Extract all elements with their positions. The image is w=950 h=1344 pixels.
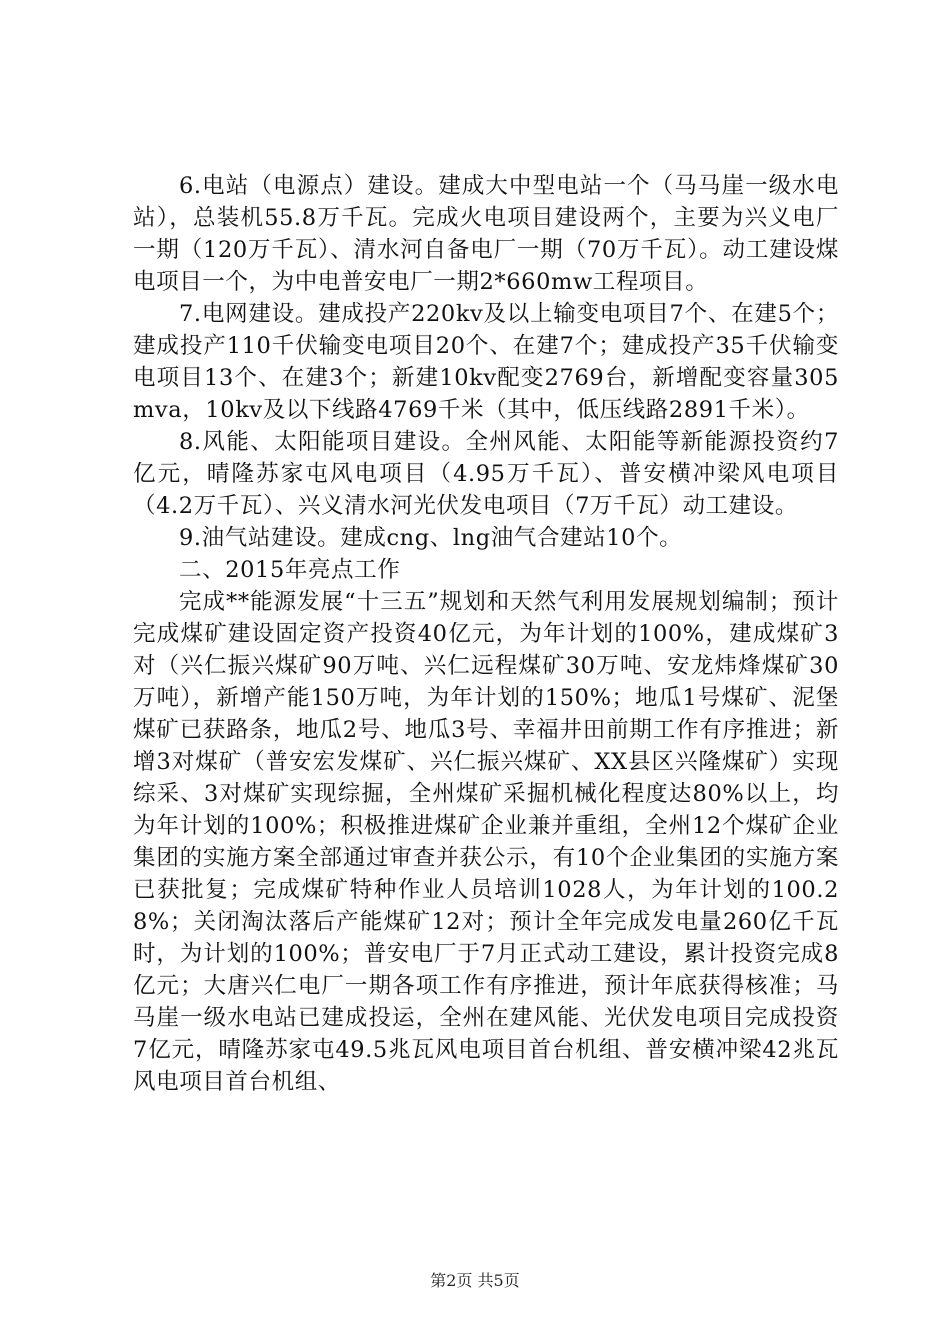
section-heading-highlights: 二、2015年亮点工作 <box>179 557 401 583</box>
page-footer: 第2页 共5页 <box>430 1271 520 1290</box>
document-body <box>133 170 839 1098</box>
paragraph-gas-station: 9.油气站建设。建成cng、lng油气合建站10个。 <box>179 525 683 551</box>
paragraph-power-station: 6.电站（电源点）建设。建成大中型电站一个（马马崖一级水电站），总装机55.8万千瓦。完成火电项目建设两个，主要为兴义电厂一期（120万千瓦）、清水河自备电厂一期（70万千瓦）。动工建设煤电项目一个，为中电普安电厂一期2*660mw工程项目。 <box>133 173 839 295</box>
paragraph-highlights-body: 完成**能源发展“十三五”规划和天然气利用发展规划编制；预计完成煤矿建设固定资产投资40亿元，为年计划的100%，建成煤矿3对（兴仁振兴煤矿90万吨、兴仁远程煤矿30万吨、安龙炜烽煤矿30万吨），新增产能150万吨，为年计划的150%；地瓜1号煤矿、泥堡煤矿已获路条，地瓜2号、地瓜3号、幸福井田前期工作有序推进；新增3对煤矿（普安宏发煤矿、兴仁振兴煤矿、XX县区兴隆煤矿）实现综采、3对煤矿实现综掘，全州煤矿采掘机械化程度达80%以上，均为年计划的100%；积极推进煤矿企业兼并重组，全州12个煤矿企业集团的实施方案全部通过审查并获公示，有10个企业集团的实施方案已获批复；完成煤矿特种作业人员培训1028人，为年计划的100.28%；关闭淘汰落后产能煤矿12对；预计全年完成发电量260亿千瓦时，为计划的100%；普安电厂于7月正式动工建设，累计投资完成8亿元；大唐兴仁电厂一期各项工作有序推进，预计年底获得核准；马马崖一级水电站已建成投运，全州在建风能、光伏发电项目完成投资7亿元，晴隆苏家屯49.5兆瓦风电项目首台机组、普安横冲梁42兆瓦风电项目首台机组、 <box>133 589 839 1095</box>
paragraph-wind-solar: 8.风能、太阳能项目建设。全州风能、太阳能等新能源投资约7亿元，晴隆苏家屯风电项目（4.95万千瓦）、普安横冲梁风电项目（4.2万千瓦）、兴义清水河光伏发电项目（7万千瓦）动工建设。 <box>133 429 839 519</box>
paragraph-grid-construction: 7.电网建设。建成投产220kv及以上输变电项目7个、在建5个；建成投产110千伏输变电项目20个、在建7个；建成投产35千伏输变电项目13个、在建3个；新建10kv配变2769台，新增配变容量305mva，10kv及以下线路4769千米（其中，低压线路2891千米）。 <box>133 301 839 423</box>
